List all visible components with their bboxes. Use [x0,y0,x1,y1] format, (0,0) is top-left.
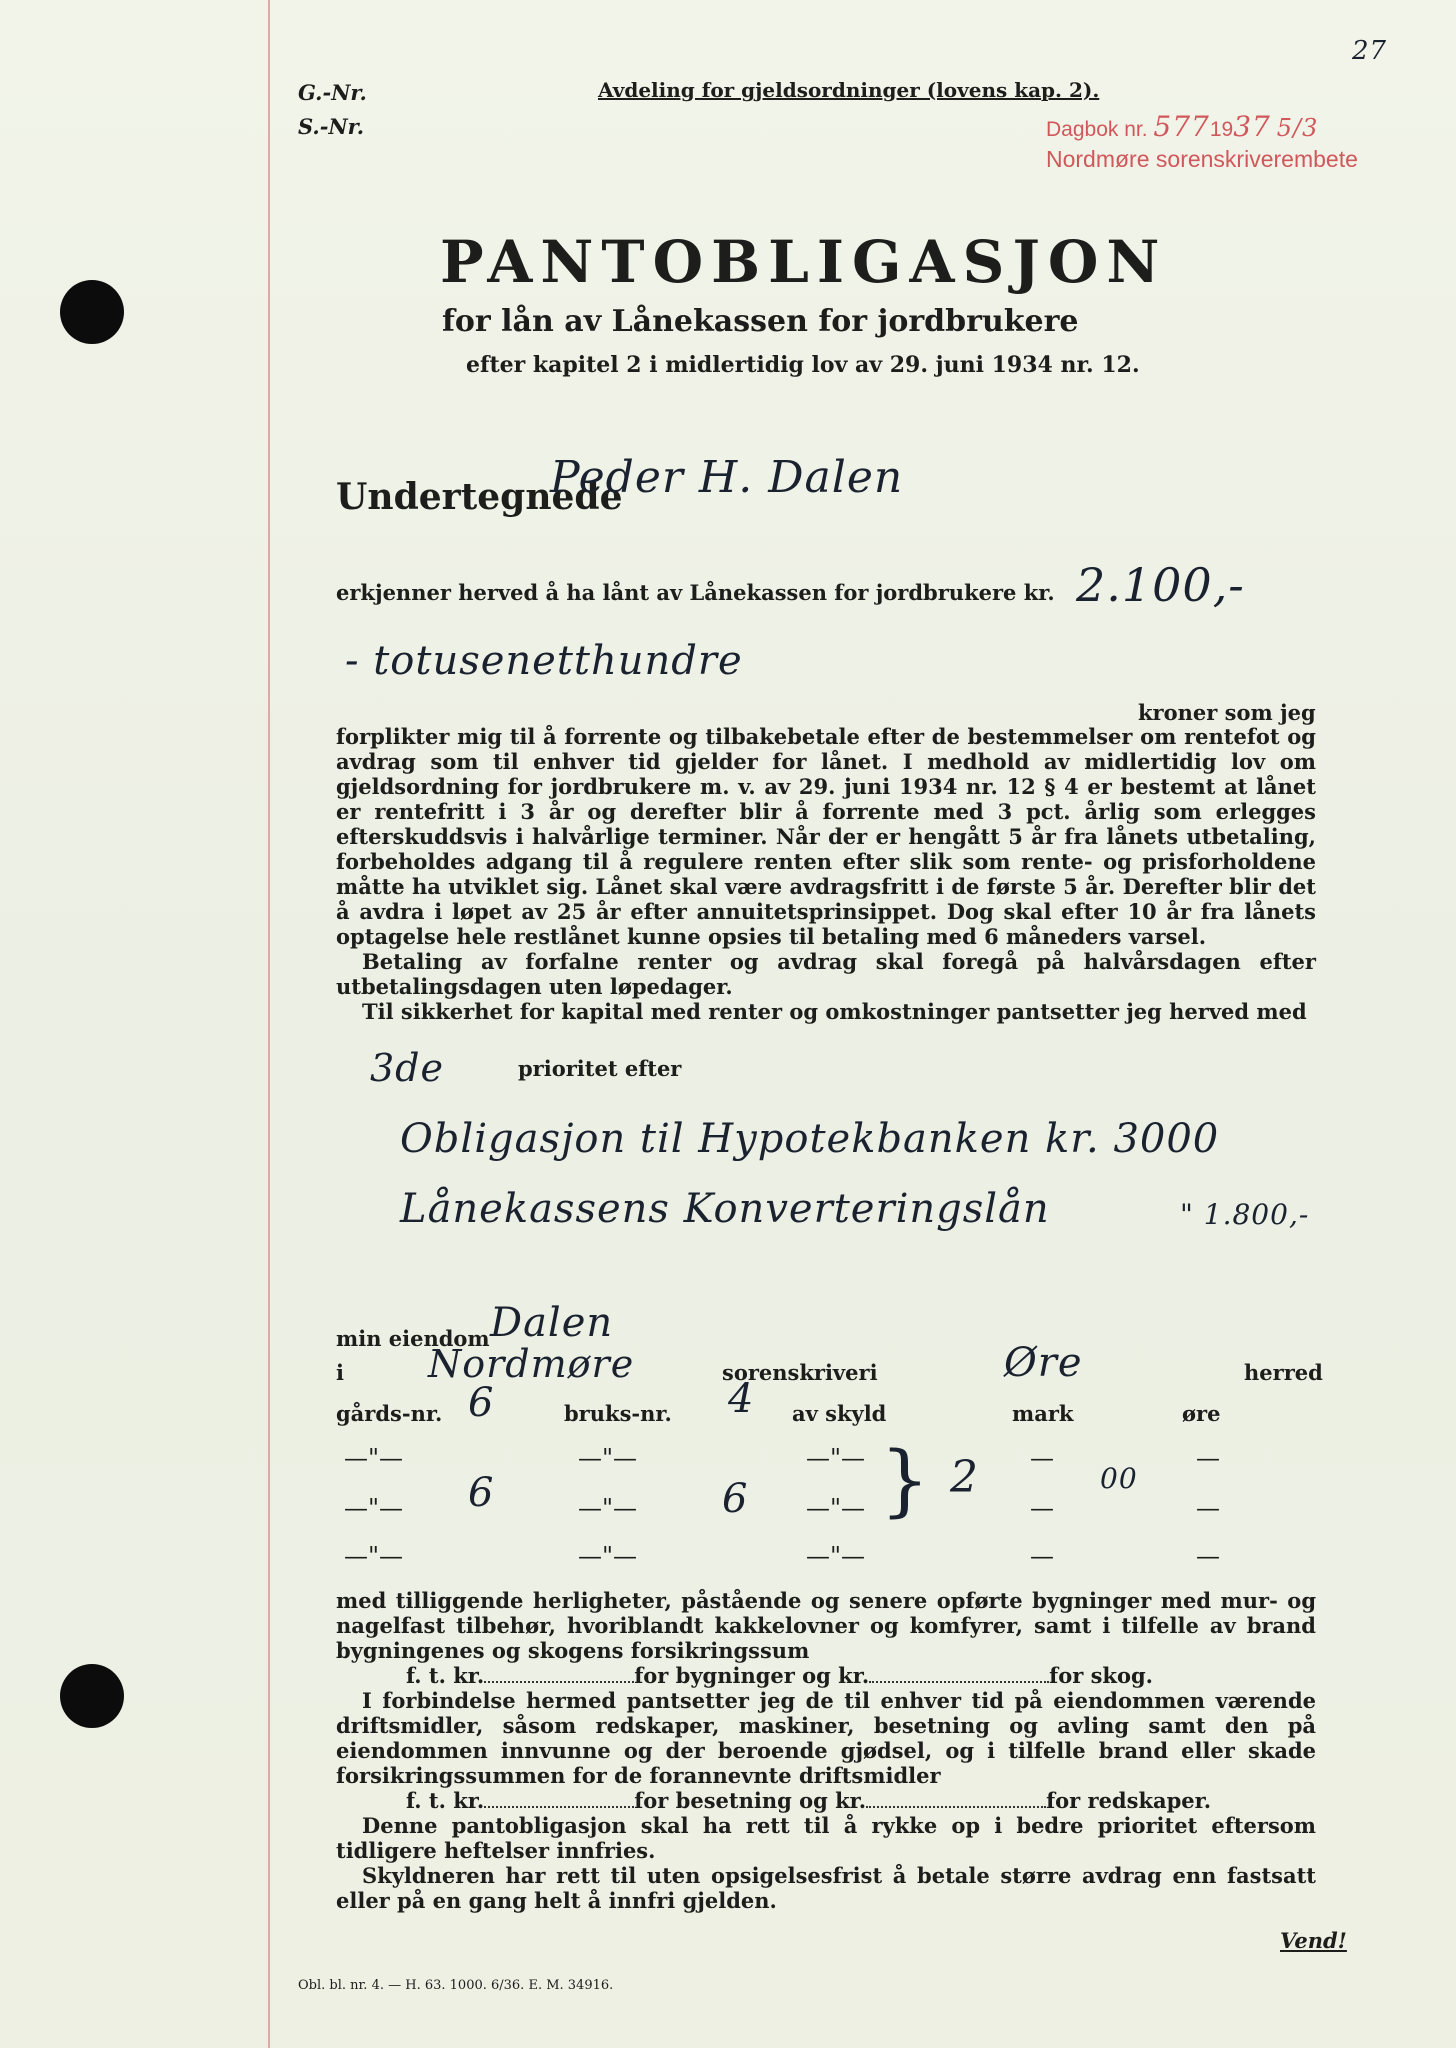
district-name: Nordmøre [428,1342,635,1386]
closing-line-1 [336,1663,1316,1688]
print-info: Obl. bl. nr. 4. — H. 63. 1000. 6/36. E. M. 34916. [298,1978,614,1993]
dash-row1-ore: — [1196,1444,1220,1472]
terms-paragraph-1: forplikter mig til å forrente og tilbakebetale efter de bestemmelser om rentefot og avdrag som til enhver tid gjelder for lånet. I medhold av midlertidig lov om gjeldsordning for jordbrukere m. v. av 29. juni 1934 nr. 12 § 4 er bestemt at lånet er rentefritt i 3 år og derefter blir å forrente med 3 pct. årlig som erlegges efterskuddsvis i halvårlige terminer. Når der er hengått 5 år fra lånets utbetaling, forbeholdes adgang til å regulere renten efter slik som rente- og prisforholdene måtte ha utviklet sig. Lånet skal være avdragsfritt i de første 5 år. Derefter blir det å avdra i løpet av 25 år efter annuitetsprinsippet. Dog skal efter 10 år fra lånets optagelse hele restlånet kunne opsies til betaling med 6 måneders varsel. [336,724,1316,949]
law-reference: efter kapitel 2 i midlertidig lov av 29. juni 1934 nr. 12. [466,352,1140,378]
ditto-row2-col2: —"— [578,1494,638,1522]
priority-line-1: Obligasjon til Hypotekbanken kr. 3000 [400,1116,1220,1162]
g-nr-label: G.-Nr. [298,80,367,105]
margin-line [268,0,270,2048]
diary-stamp-line1 [1046,110,1318,143]
undersigned-text: Undertegnede [336,476,623,518]
diary-label: Dagbok nr. [1046,118,1148,141]
dash-row3-mark: — [1030,1542,1054,1570]
terms-paragraph-3: Til sikkerhet for kapital med renter og omkostninger pantsetter jeg herved med [362,999,1307,1024]
eiendom-name: Dalen [490,1300,614,1346]
closing-paragraph-1: med tilliggende herligheter, påstående og senere opførte bygninger med mur- og nagelfast tilbehør, hvoriblandt kakkelovner og komfyrer, samt i tilfelle av brand bygningenes og skogens forsikringssum [336,1588,1316,1663]
ditto-row3-col1: —"— [344,1542,404,1570]
punch-hole-bottom [60,1664,124,1728]
priority-line-2: Lånekassens Konverteringslån [400,1186,1050,1232]
dash-row1-mark: — [1030,1444,1054,1472]
closing-paragraphs [336,1588,1316,1913]
brace-mark: } [880,1436,931,1526]
terms-paragraph-2: Betaling av forfalne renter og avdrag skal foregå på halvårsdagen efter utbetalingsdagen uten løpedager. [336,949,1316,999]
sorenskriveri-label: sorenskriveri [722,1360,878,1385]
priority-handwritten: 3de [370,1046,444,1090]
for-bygninger-label: for bygninger og kr. [634,1663,870,1688]
loan-amount-words: - totusenetthundre [345,638,743,684]
loan-statement: erkjenner herved å ha lånt av Lånekassen for jordbrukere kr. [336,580,1055,605]
col-bruks-label: bruks-nr. [564,1401,672,1426]
priority-label: prioritet efter [518,1056,682,1081]
ft-kr-label-1: f. t. kr. [406,1663,485,1688]
herred-name: Øre [1004,1340,1083,1386]
ft-kr-label-2: f. t. kr. [406,1788,485,1813]
ditto-row2-col3: —"— [806,1494,866,1522]
ditto-row1-col1: —"— [344,1444,404,1472]
col-gards-label: gårds-nr. [336,1401,443,1426]
kroner-label: kroner som jeg [1138,700,1316,725]
bruks-nr-value: 4 [728,1376,755,1422]
row2-bruks-value: 6 [722,1476,749,1522]
col-mark-label: mark [1012,1401,1074,1426]
diary-date: 5/3 [1276,114,1319,142]
diary-year-prefix: 19 [1209,118,1234,141]
dash-row2-mark: — [1030,1494,1054,1522]
col-ore-label: øre [1182,1401,1221,1426]
department-heading: Avdeling for gjeldsordninger (lovens kap. 2). [598,78,1100,102]
punch-hole-top [60,280,124,344]
ditto-row3-col3: —"— [806,1542,866,1570]
ditto-row2-col1: —"— [344,1494,404,1522]
gards-nr-value: 6 [468,1380,495,1426]
loan-amount: 2.100,- [1076,558,1245,612]
closing-paragraph-4: Skyldneren har rett til uten opsigelsesfrist å betale større avdrag enn fastsatt eller på en gang helt å innfri gjelden. [336,1863,1316,1913]
diary-year: 37 [1233,110,1271,143]
closing-paragraph-2: I forbindelse hermed pantsetter jeg de til enhver tid på eiendommen værende driftsmidler, såsom redskaper, maskiner, besetning og avling samt den på eiendommen innvunne og der beroende gjødsel, og i tilfelle brand eller skade forsikringssummen for de forannevnte driftsmidler [336,1688,1316,1788]
row2-gards-value: 6 [468,1470,495,1516]
ditto-row3-col2: —"— [578,1542,638,1570]
court-stamp: Nordmøre sorenskriverembete [1046,146,1358,172]
s-nr-label: S.-Nr. [298,114,365,139]
page-number: 27 [1352,36,1388,66]
row2-ore-value: 00 [1100,1462,1138,1495]
dash-row3-ore: — [1196,1542,1220,1570]
undersigned-name: Peder H. Dalen [550,452,904,503]
vend-label: Vend! [1280,1928,1347,1953]
priority-line-2-amount: " 1.800,- [1180,1198,1310,1231]
closing-paragraph-3: Denne pantobligasjon skal ha rett til å rykke op i bedre prioritet eftersom tidligere heftelser innfries. [336,1813,1316,1863]
col-skyld-label: av skyld [792,1401,887,1426]
for-skog-label: for skog. [1049,1663,1153,1688]
ditto-row1-col3: —"— [806,1444,866,1472]
for-besetning-label: for besetning og kr. [634,1788,867,1813]
closing-line-2 [336,1788,1316,1813]
min-eiendom-label: min eiendom [336,1326,490,1351]
document-title: PANTOBLIGASJON [440,228,1168,296]
row2-mark-value: 2 [950,1452,979,1503]
herred-label: herred [1244,1360,1323,1385]
i-label: i [336,1360,344,1385]
diary-number: 577 [1153,110,1210,143]
for-redskaper-label: for redskaper. [1046,1788,1212,1813]
terms-paragraphs [336,724,1316,1024]
dash-row2-ore: — [1196,1494,1220,1522]
ditto-row1-col2: —"— [578,1444,638,1472]
document-subtitle: for lån av Lånekassen for jordbrukere [442,304,1079,339]
